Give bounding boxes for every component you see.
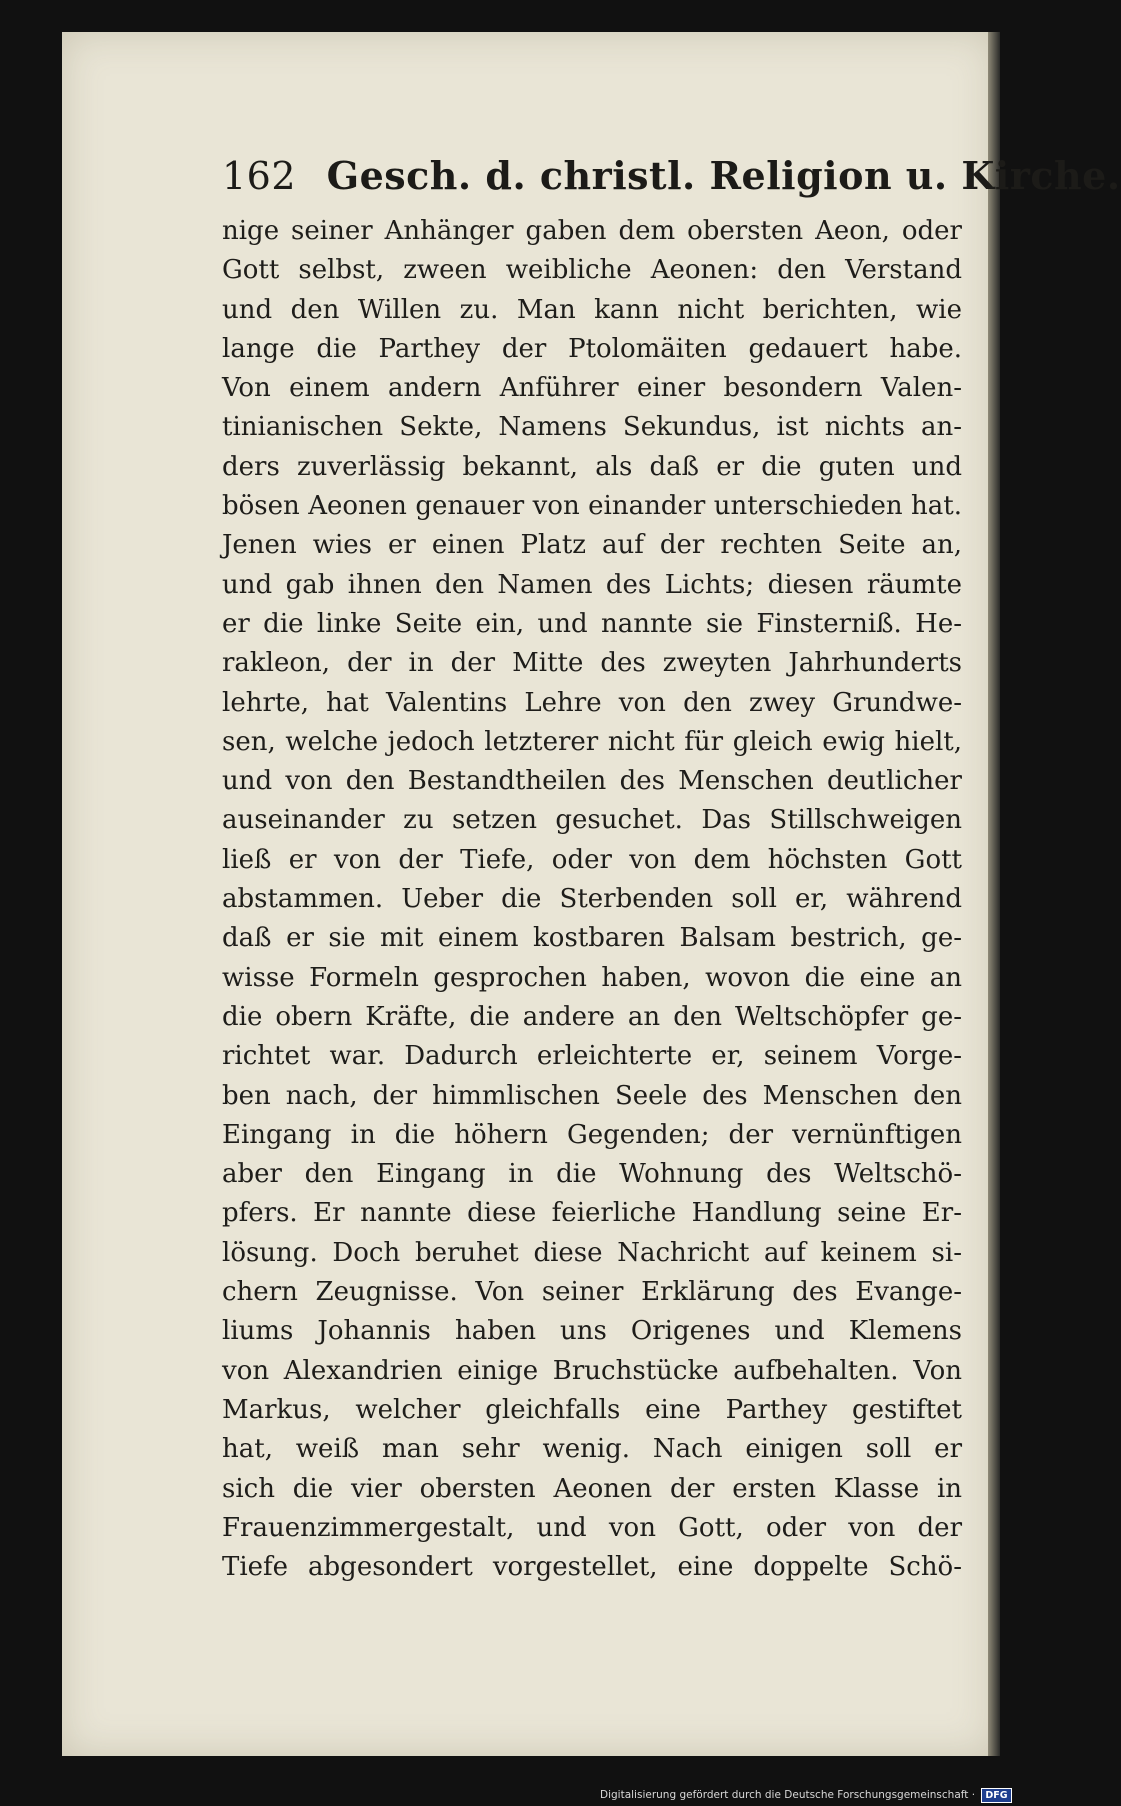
text-line: Jenen wies er einen Platz auf der rechten Seite an, bbox=[222, 530, 962, 561]
text-line: aber den Eingang in die Wohnung des Weltschö- bbox=[222, 1159, 962, 1190]
text-line: Eingang in die höhern Gegenden; der vernünftigen bbox=[222, 1119, 962, 1150]
text-line: hat, weiß man sehr wenig. Nach einigen soll er bbox=[222, 1434, 962, 1465]
text-line: auseinander zu setzen gesuchet. Das Stillschweigen bbox=[222, 805, 962, 836]
text-line: rakleon, der in der Mitte des zweyten Jahrhunderts bbox=[222, 648, 962, 679]
text-line: richtet war. Dadurch erleichterte er, seinem Vorge- bbox=[222, 1041, 962, 1072]
text-line: Frauenzimmergestalt, und von Gott, oder von der bbox=[222, 1512, 962, 1543]
text-line: Von einem andern Anführer einer besondern Valen- bbox=[222, 373, 962, 404]
text-line: abstammen. Ueber die Sterbenden soll er, während bbox=[222, 884, 962, 915]
dfg-logo: DFG bbox=[981, 1788, 1011, 1803]
text-line: die obern Kräfte, die andere an den Weltschöpfer ge- bbox=[222, 1001, 962, 1032]
text-line: wisse Formeln gesprochen haben, wovon die eine an bbox=[222, 962, 962, 993]
text-line: chern Zeugnisse. Von seiner Erklärung des Evange- bbox=[222, 1277, 962, 1308]
text-line: tinianischen Sekte, Namens Sekundus, ist nichts an- bbox=[222, 412, 962, 443]
text-line: Markus, welcher gleichfalls eine Parthey gestiftet bbox=[222, 1394, 962, 1425]
text-line: nige seiner Anhänger gaben dem obersten Aeon, oder bbox=[222, 216, 962, 246]
text-line: ders zuverlässig bekannt, als daß er die guten und bbox=[222, 451, 962, 482]
running-title: Gesch. d. christl. Religion u. Kirche. bbox=[326, 153, 1121, 198]
page-edge bbox=[988, 32, 1000, 1756]
text-line: lösung. Doch beruhet diese Nachricht auf keinem si- bbox=[222, 1237, 962, 1268]
text-line: und den Willen zu. Man kann nicht berichten, wie bbox=[222, 294, 962, 325]
text-line: und von den Bestandtheilen des Menschen deutlicher bbox=[222, 766, 962, 797]
text-line: von Alexandrien einige Bruchstücke aufbehalten. Von bbox=[222, 1355, 962, 1386]
text-line: Gott selbst, zween weibliche Aeonen: den Verstand bbox=[222, 255, 962, 286]
body-text bbox=[222, 212, 962, 1587]
text-line: daß er sie mit einem kostbaren Balsam bestrich, ge- bbox=[222, 923, 962, 954]
text-line: Tiefe abgesondert vorgestellet, eine doppelte Schö- bbox=[222, 1552, 962, 1583]
text-line: pfers. Er nannte diese feierliche Handlung seine Er- bbox=[222, 1198, 962, 1229]
credit-text: Digitalisierung gefördert durch die Deutsche Forschungsgemeinschaft · bbox=[600, 1789, 976, 1801]
text-line: bösen Aeonen genauer von einander unterschieden hat. bbox=[222, 491, 962, 522]
text-line: lehrte, hat Valentins Lehre von den zwey Grundwe- bbox=[222, 687, 962, 718]
text-line: lange die Parthey der Ptolomäiten gedauert habe. bbox=[222, 333, 962, 364]
text-line: sich die vier obersten Aeonen der ersten Klasse in bbox=[222, 1473, 962, 1504]
digitization-credit bbox=[600, 1786, 1008, 1804]
text-line: er die linke Seite ein, und nannte sie Finsterniß. He- bbox=[222, 608, 962, 639]
page-number: 162 bbox=[222, 154, 297, 198]
text-line: liums Johannis haben uns Origenes und Klemens bbox=[222, 1316, 962, 1347]
page-header bbox=[222, 148, 1121, 204]
text-line: und gab ihnen den Namen des Lichts; diesen räumte bbox=[222, 569, 962, 600]
text-line: ben nach, der himmlischen Seele des Menschen den bbox=[222, 1080, 962, 1111]
text-line: ließ er von der Tiefe, oder von dem höchsten Gott bbox=[222, 844, 962, 875]
text-line: sen, welche jedoch letzterer nicht für gleich ewig hielt, bbox=[222, 726, 962, 757]
